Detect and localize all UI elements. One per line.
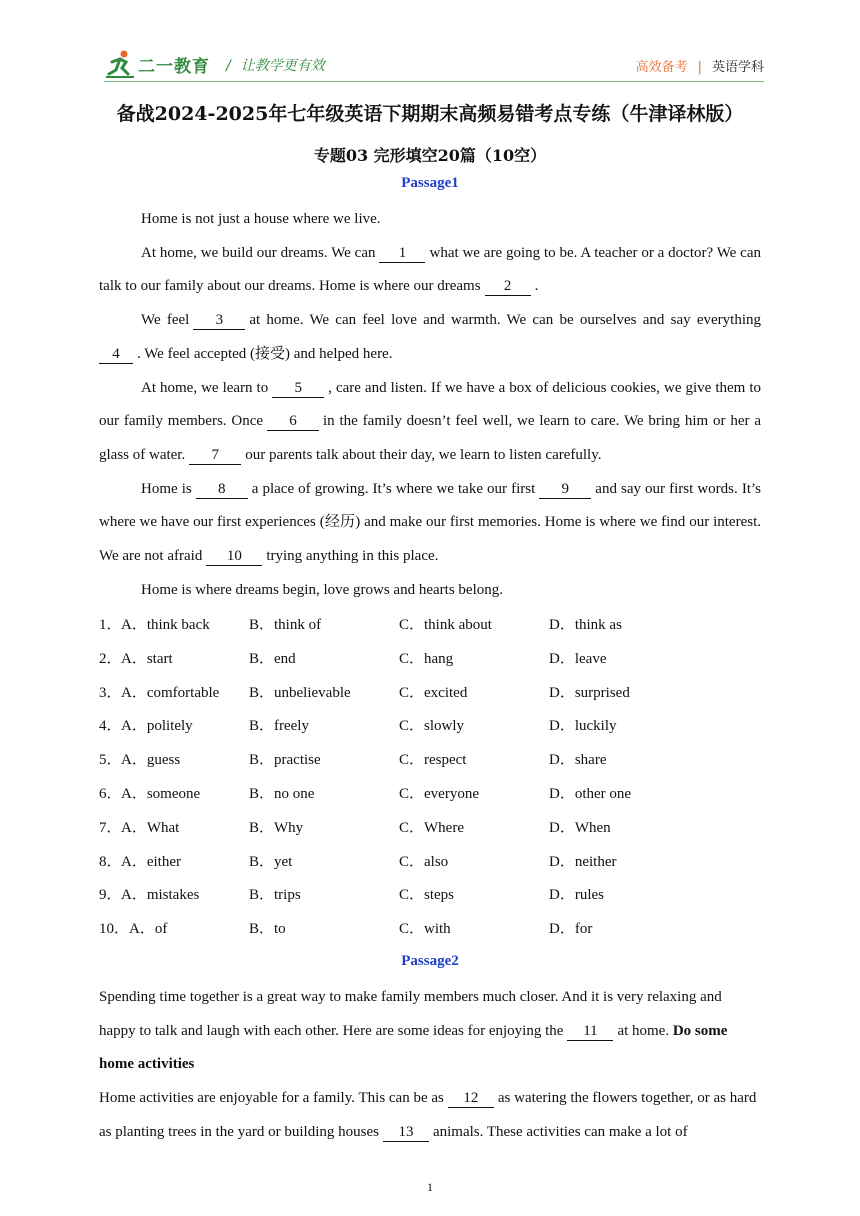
blank-11: 11 [567, 1022, 613, 1041]
blank-3: 3 [193, 311, 245, 330]
blank-5: 5 [272, 379, 324, 398]
blank-2: 2 [485, 277, 531, 296]
page-number: 1 [427, 1180, 433, 1194]
passage2-title: Passage2 [401, 953, 459, 969]
passage2-body [99, 981, 761, 1150]
option-row: 1． A．think back B．think of C．think about D．think as [99, 617, 622, 633]
option-row: 8． A．either B．yet C．also D．neither [99, 853, 617, 870]
blank-4: 4 [99, 345, 133, 364]
passage1-para3: We feel 3 at home. We can feel love and warmth. We can be ourselves and say everything 4 . We feel accepted (接受) and helped here. [99, 304, 761, 371]
passage1-para4: At home, we learn to 5 , care and listen. If we have a box of delicious cookies, we give them to our family members. Once 6 in the family doesn’t feel well, we learn to care. We bring him or her a glass of water. 7 our parents talk about their day, we learn to listen carefully. [99, 379, 761, 463]
passage1-para2: At home, we build our dreams. We can 1 what we are going to be. A teacher or a doctor? We can talk to our family about our dreams. Home is where our dreams 2 . [99, 244, 761, 295]
option-row: 2． A．start B．end C．hang D．leave [99, 650, 607, 667]
option-row: 3． A．comfortable B．unbelievable C．excited D．surprised [99, 684, 630, 701]
passage1-para5: Home is 8 a place of growing. It’s where we take our first 9 and say our first words. It’s where we have our first experiences (经历) and make our first memories. Home is where we find our interest. We are not afraid 10 trying anything in this place. [99, 480, 761, 565]
passage2-para1: Spending time together is a great way to make family members much closer. And it is very relaxing and happy to talk and laugh with each other. Here are some ideas for enjoying the 11 at home. Do some home activities [99, 989, 728, 1073]
header-tag-prep: 高效备考 [635, 60, 688, 75]
passage1-para1: Home is not just a house where we live. [141, 211, 381, 227]
passage1-para6: Home is where dreams begin, love grows and hearts belong. [141, 581, 503, 598]
blank-8: 8 [196, 480, 248, 499]
blank-12: 12 [448, 1089, 494, 1108]
slogan: / 让教学更有效 [226, 58, 325, 74]
option-row: 6． A．someone B．no one C．everyone D．other one [99, 785, 632, 802]
header-tag-subject: 英语学科 [711, 60, 764, 75]
document-title: 备战2024-2025年七年级英语下期期末高频易错考点专练（牛津译林版） [116, 103, 744, 125]
option-row: 9． A．mistakes B．trips C．steps D．rules [99, 887, 604, 904]
blank-7: 7 [189, 446, 241, 465]
passage2-heading: Do some home activities [99, 1022, 728, 1073]
passage1-title: Passage1 [401, 175, 459, 191]
header-divider [104, 81, 764, 82]
option-row: 10． A．of B．to C．with D．for [99, 921, 593, 938]
blank-6: 6 [267, 412, 319, 431]
option-row: 5． A．guess B．practise C．respect D．share [99, 752, 607, 769]
blank-9: 9 [539, 480, 591, 499]
options-list [99, 609, 759, 947]
document-subtitle: 专题03 完形填空20篇（10空） [313, 146, 547, 165]
page-header [104, 44, 764, 84]
slogan-text: 让教学更有效 [240, 58, 325, 74]
logo-text: 二一教育 [138, 56, 210, 77]
blank-10: 10 [206, 547, 262, 566]
header-subject: 高效备考 | 英语学科 [635, 60, 764, 75]
option-row: 7． A．What B．Why C．Where D．When [99, 819, 611, 836]
runner-logo-icon [104, 48, 136, 80]
blank-1: 1 [379, 244, 425, 263]
logo [104, 48, 210, 80]
option-row: 4． A．politely B．freely C．slowly D．luckily [99, 718, 617, 735]
passage1-body [99, 203, 761, 607]
blank-13: 13 [383, 1123, 429, 1142]
passage2-para2: Home activities are enjoyable for a family. This can be as 12 as watering the flowers together, or as hard as planting trees in the yard or building houses 13 animals. These activities can make a lot of [99, 1090, 757, 1140]
